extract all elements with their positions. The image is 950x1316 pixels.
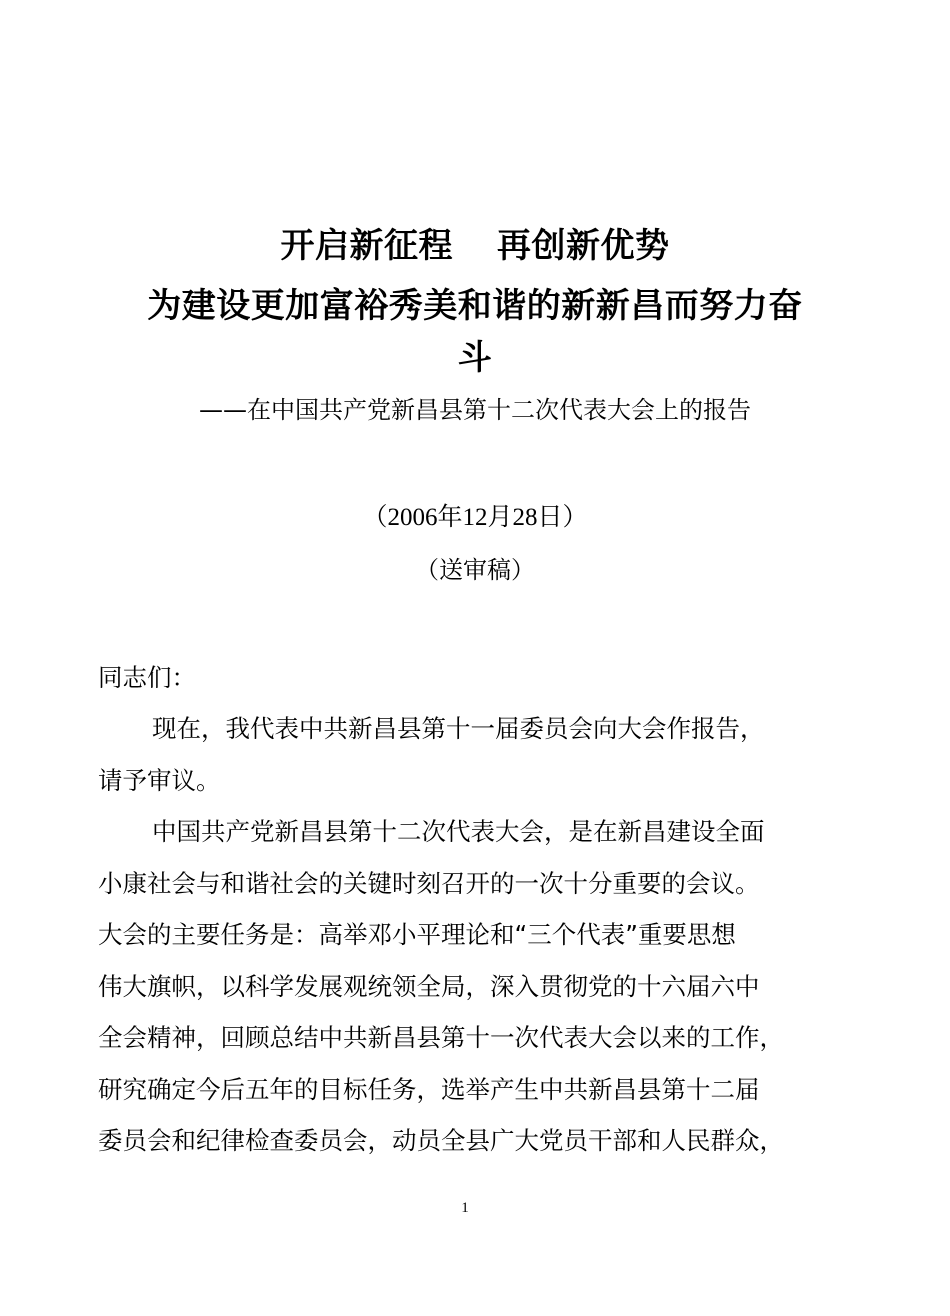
title-line-3: 斗 — [457, 338, 493, 378]
report-subtitle: ——在中国共产党新昌县第十二次代表大会上的报告 — [199, 396, 751, 424]
paragraph-2-line-7: 委员会和纪律检查委员会，动员全县广大党员干部和人民群众， — [98, 1126, 784, 1155]
paragraph-1-line-1: 现在，我代表中共新昌县第十一届委员会向大会作报告， — [152, 714, 765, 743]
page-number: 1 — [461, 1200, 469, 1216]
report-date: （2006年12月28日） — [362, 504, 588, 531]
paragraph-2-line-1: 中国共产党新昌县第十二次代表大会，是在新昌建设全面 — [152, 817, 765, 846]
paragraph-2-line-2: 小康社会与和谐社会的关键时刻召开的一次十分重要的会议。 — [98, 868, 760, 898]
paragraph-1-line-2: 请予审议。 — [98, 765, 221, 795]
salutation: 同志们： — [98, 663, 196, 692]
paragraph-2-line-6: 研究确定今后五年的目标任务，选举产生中共新昌县第十二届 — [98, 1074, 760, 1104]
title-line-2: 为建设更加富裕秀美和谐的新新昌而努力奋 — [147, 286, 803, 326]
title-line-1-part-2: 再创新优势 — [497, 226, 670, 266]
paragraph-2-line-4: 伟大旗帜，以科学发展观统领全局，深入贯彻党的十六届六中 — [98, 971, 760, 1001]
title-line-1-part-1: 开启新征程 — [280, 226, 453, 266]
paragraph-2-line-3: 大会的主要任务是：高举邓小平理论和“三个代表”重要思想 — [98, 920, 736, 949]
draft-note: （送审稿） — [415, 556, 535, 584]
title-line-1 — [0, 226, 950, 266]
paragraph-2-line-5: 全会精神，回顾总结中共新昌县第十一次代表大会以来的工作， — [98, 1023, 784, 1052]
